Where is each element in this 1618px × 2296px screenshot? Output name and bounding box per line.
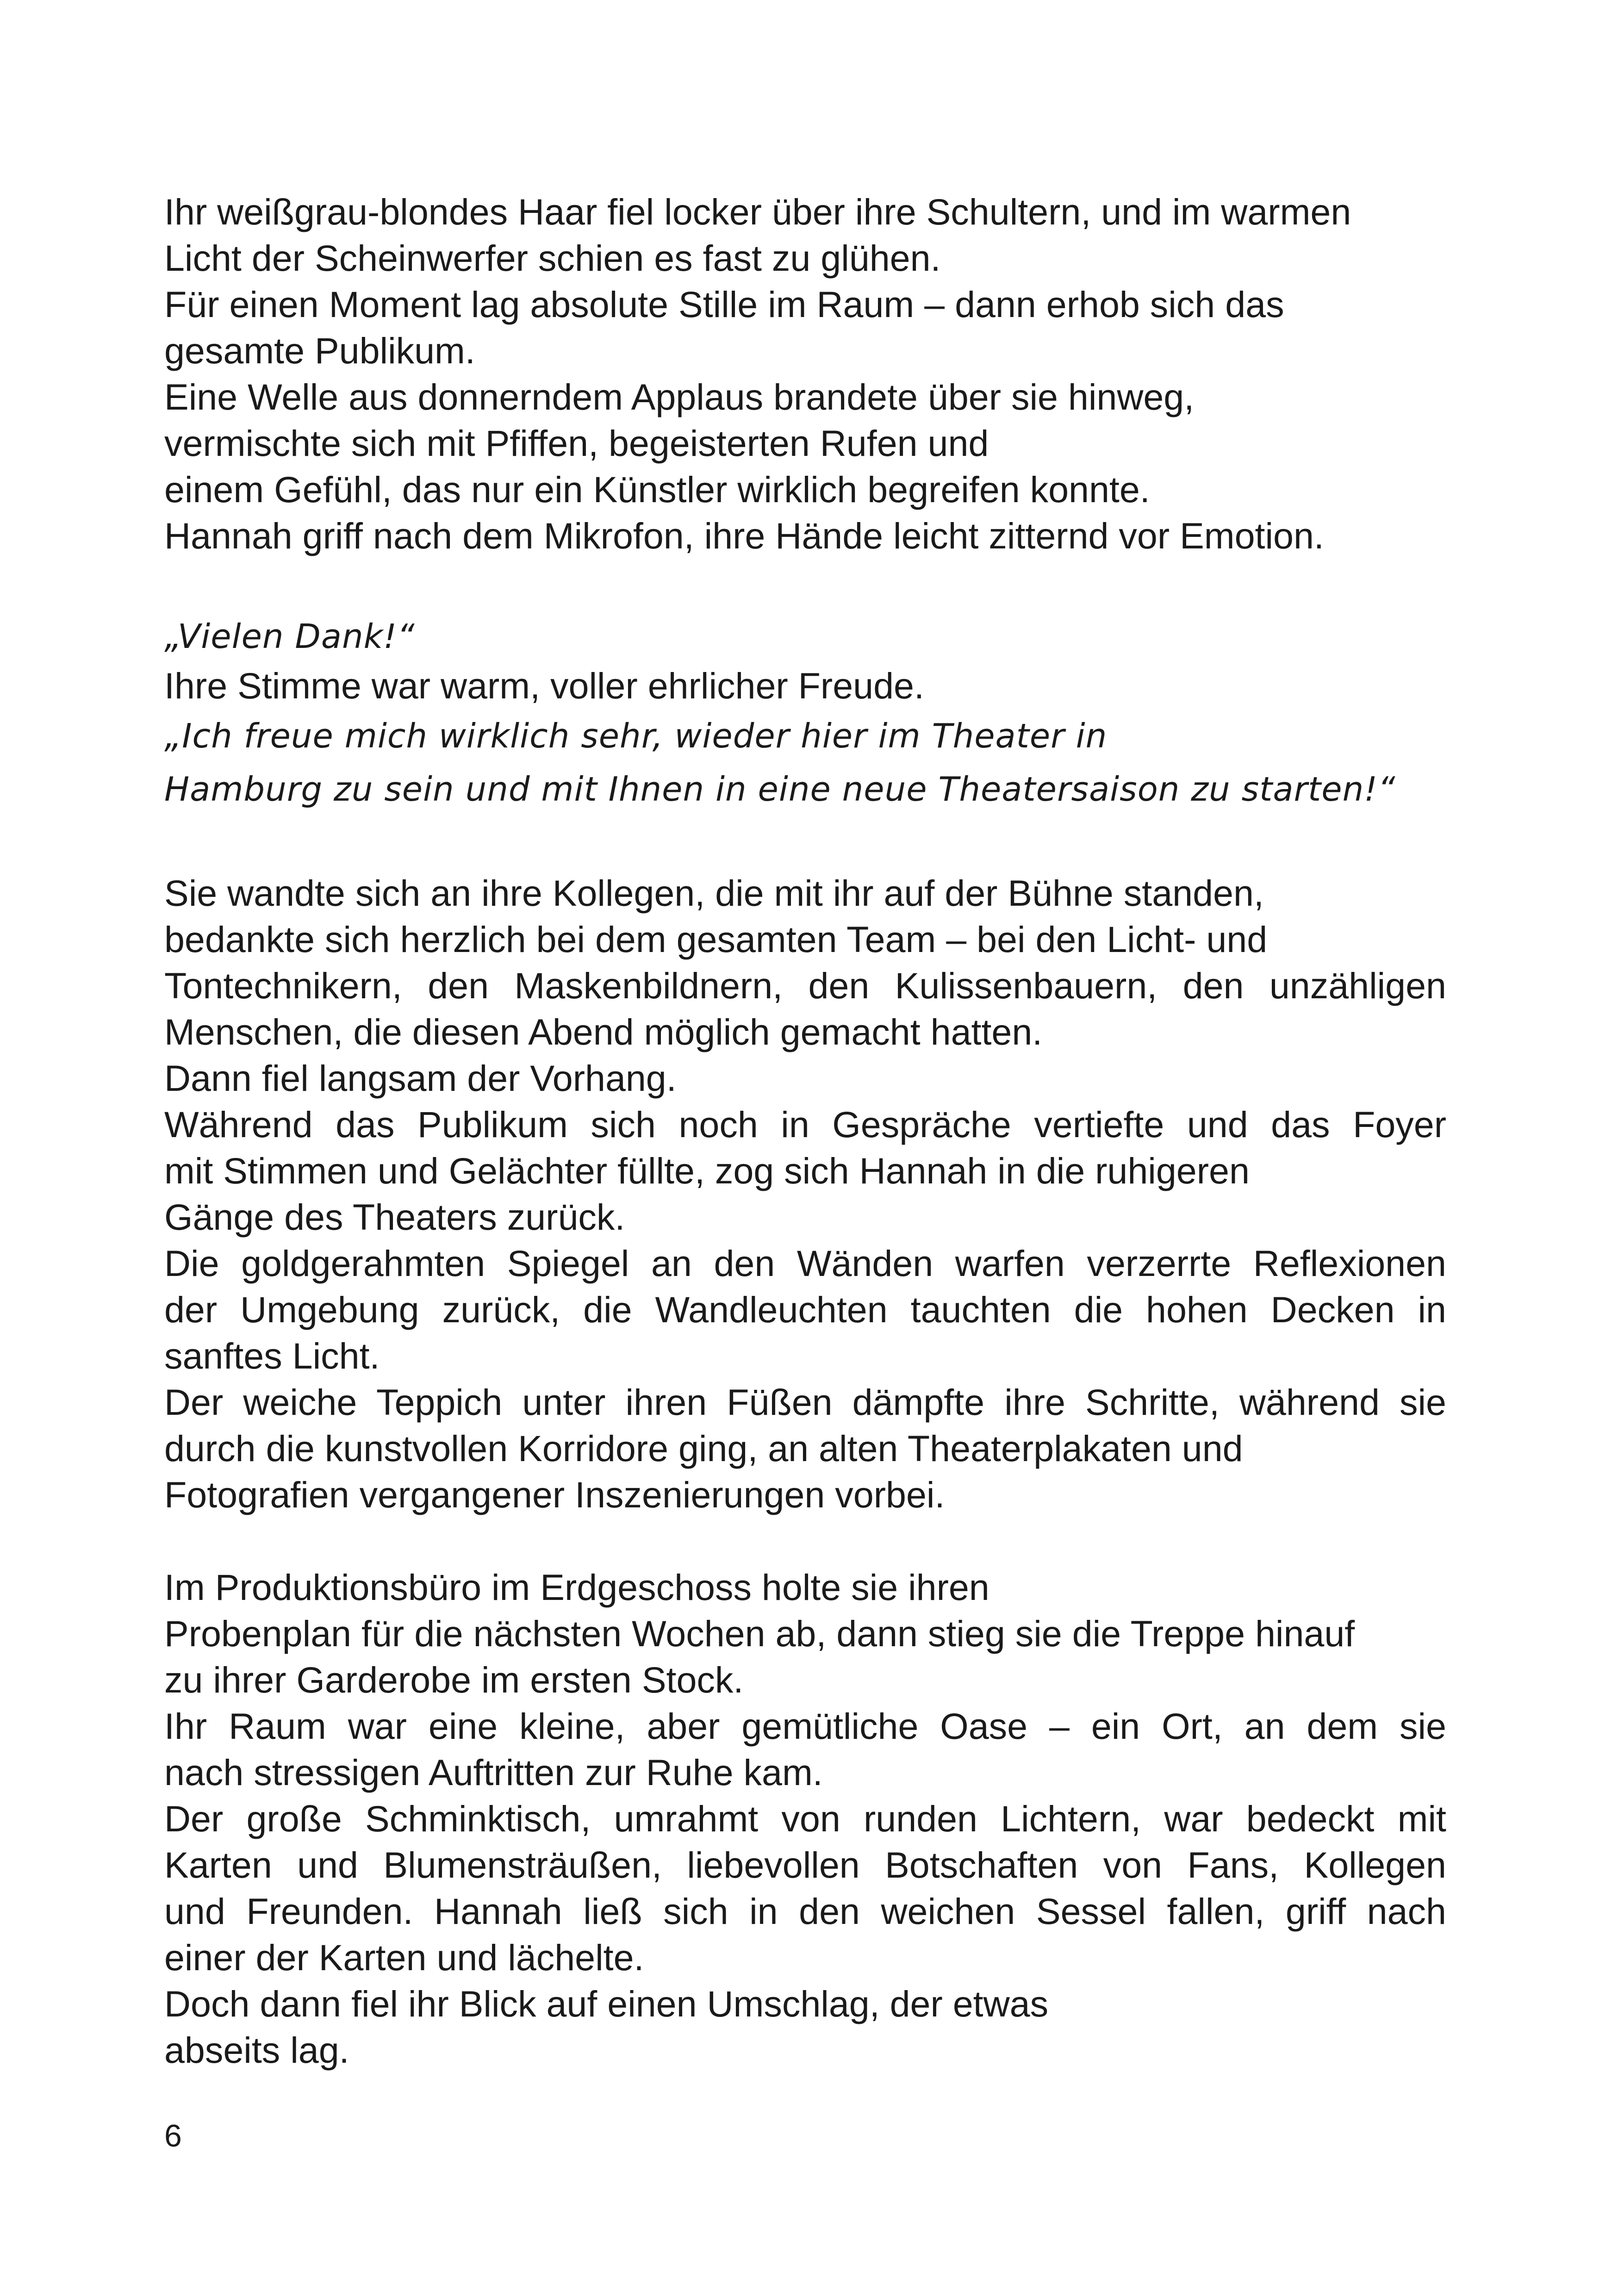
text-line: durch die kunstvollen Korridore ging, an alten Theaterplakaten und	[164, 1428, 1243, 1469]
text-line: Ihr Raum war eine kleine, aber gemütliche Oase – ein Ort, an dem sie	[164, 1705, 1446, 1747]
text-line: einem Gefühl, das nur ein Künstler wirklich begreifen konnte.	[164, 469, 1150, 510]
text-line: Hannah griff nach dem Mikrofon, ihre Hände leicht zitternd vor Emotion.	[164, 515, 1324, 556]
quote-line: „Vielen Dank!“	[164, 617, 415, 656]
text-line: der Umgebung zurück, die Wandleuchten tauchten die hohen Decken in	[164, 1289, 1446, 1330]
text-line: Tontechnikern, den Maskenbildnern, den Kulissenbauern, den unzähligen	[164, 965, 1446, 1006]
text-line: abseits lag.	[164, 2029, 349, 2071]
text-line: gesamte Publikum.	[164, 330, 475, 371]
text-line: nach stressigen Auftritten zur Ruhe kam.	[164, 1752, 823, 1793]
text-line: Fotografien vergangener Inszenierungen vorbei.	[164, 1474, 945, 1515]
page-number: 6	[164, 2118, 182, 2153]
text-line: Der große Schminktisch, umrahmt von runden Lichtern, war bedeckt mit	[164, 1798, 1446, 1839]
text-line: bedankte sich herzlich bei dem gesamten Team – bei den Licht- und	[164, 919, 1268, 960]
quote-line: Hamburg zu sein und mit Ihnen in eine neue Theatersaison zu starten!“	[164, 770, 1396, 809]
text-line: Ihr weißgrau-blondes Haar fiel locker über ihre Schultern, und im warmen	[164, 191, 1351, 232]
text-line: Während das Publikum sich noch in Gespräche vertiefte und das Foyer	[164, 1104, 1446, 1145]
text-line: mit Stimmen und Gelächter füllte, zog sich Hannah in die ruhigeren	[164, 1150, 1250, 1191]
text-line: Eine Welle aus donnerndem Applaus brandete über sie hinweg,	[164, 376, 1195, 417]
text-line: Doch dann fiel ihr Blick auf einen Umschlag, der etwas	[164, 1983, 1049, 2024]
text-line: einer der Karten und lächelte.	[164, 1937, 644, 1978]
text-line: Der weiche Teppich unter ihren Füßen dämpfte ihre Schritte, während sie	[164, 1381, 1446, 1423]
text-line: Sie wandte sich an ihre Kollegen, die mit ihr auf der Bühne standen,	[164, 872, 1264, 914]
text-line: Gänge des Theaters zurück.	[164, 1196, 625, 1238]
text-line: Menschen, die diesen Abend möglich gemacht hatten.	[164, 1011, 1043, 1052]
text-line: und Freunden. Hannah ließ sich in den weichen Sessel fallen, griff nach	[164, 1891, 1446, 1932]
text-line: vermischte sich mit Pfiffen, begeisterten Rufen und	[164, 423, 989, 464]
text-line: Karten und Blumensträußen, liebevollen Botschaften von Fans, Kollegen	[164, 1844, 1446, 1885]
quote-line: „Ich freue mich wirklich sehr, wieder hier im Theater in	[164, 716, 1108, 755]
text-line: sanftes Licht.	[164, 1335, 380, 1376]
text-line: Probenplan für die nächsten Wochen ab, dann stieg sie die Treppe hinauf	[164, 1613, 1355, 1654]
text-line: zu ihrer Garderobe im ersten Stock.	[164, 1659, 744, 1700]
text-line: Ihre Stimme war warm, voller ehrlicher Freude.	[164, 665, 924, 706]
text-line: Im Produktionsbüro im Erdgeschoss holte sie ihren	[164, 1567, 989, 1608]
text-line: Für einen Moment lag absolute Stille im Raum – dann erhob sich das	[164, 284, 1284, 325]
text-line: Die goldgerahmten Spiegel an den Wänden warfen verzerrte Reflexionen	[164, 1243, 1446, 1284]
text-line: Dann fiel langsam der Vorhang.	[164, 1058, 677, 1099]
text-line: Licht der Scheinwerfer schien es fast zu glühen.	[164, 237, 941, 279]
